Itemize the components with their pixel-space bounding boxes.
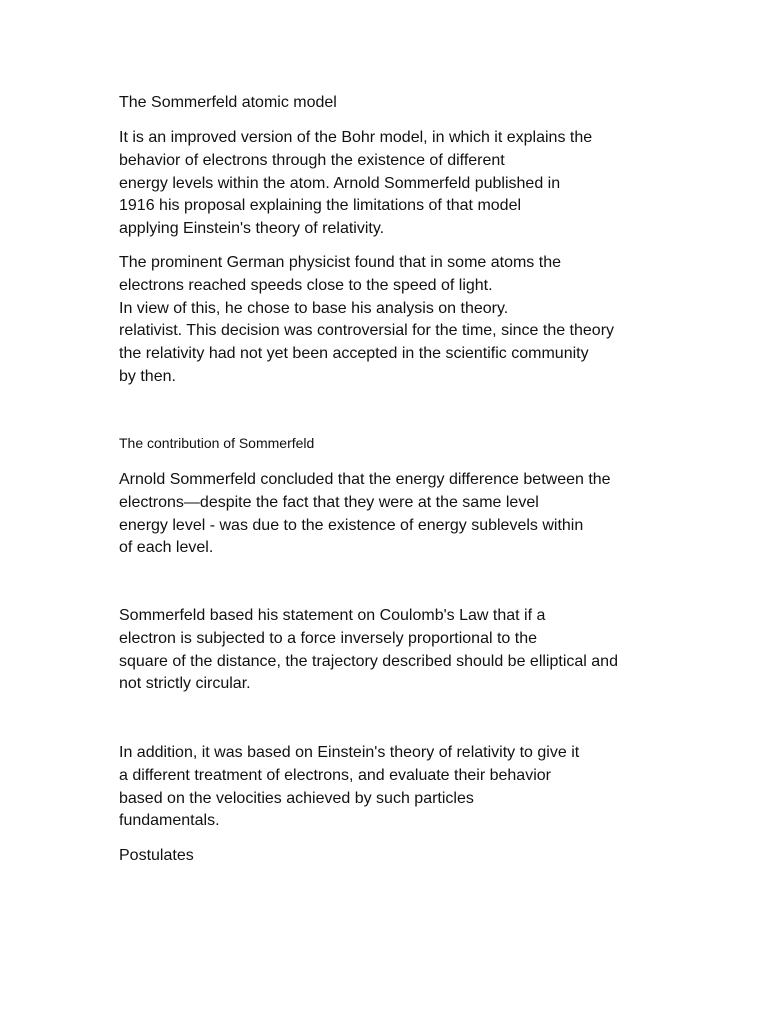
paragraph-line: relativist. This decision was controversial for the time, since the theory [119, 322, 615, 340]
section-subheading [119, 434, 314, 452]
paragraph-line: Sommerfeld based his statement on Coulomb's Law that if a [119, 607, 546, 624]
paragraph-line: 1916 his proposal explaining the limitations of that model [119, 197, 522, 215]
subheading-text: The contribution of Sommerfeld [119, 435, 315, 451]
paragraph-line: a different treatment of electrons, and evaluate their behavior [119, 766, 551, 784]
paragraph-line: by then. [119, 367, 176, 385]
paragraph-coulomb [119, 605, 618, 696]
paragraph-line: applying Einstein's theory of relativity. [119, 220, 385, 238]
title-text: The Sommerfeld atomic model [119, 94, 337, 111]
paragraph-line: electron is subjected to a force inversely proportional to the [119, 629, 538, 647]
paragraph-line: not strictly circular. [119, 675, 251, 693]
paragraph-relativity [119, 742, 579, 833]
paragraph-line: Arnold Sommerfeld concluded that the energy difference between the [119, 471, 611, 488]
paragraph-energy-levels [119, 469, 611, 560]
paragraph-line: the relativity had not yet been accepted in the scientific community [119, 345, 589, 363]
document-title [119, 92, 337, 115]
paragraph-line: The prominent German physicist found that in some atoms the [119, 254, 561, 271]
paragraph-line: It is an improved version of the Bohr model, in which it explains the [119, 129, 593, 146]
paragraph-line: energy levels within the atom. Arnold Sommerfeld published in [119, 174, 561, 192]
paragraph-intro [119, 127, 592, 241]
postulates-heading-text: Postulates [119, 847, 194, 864]
postulates-heading [119, 845, 194, 868]
paragraph-line: electrons—despite the fact that they were at the same level [119, 493, 539, 511]
paragraph-line: behavior of electrons through the existence of different [119, 151, 505, 169]
paragraph-line: In addition, it was based on Einstein's theory of relativity to give it [119, 744, 580, 761]
paragraph-line: square of the distance, the trajectory described should be elliptical and [119, 652, 618, 670]
paragraph-line: based on the velocities achieved by such particles [119, 789, 474, 807]
paragraph-line: In view of this, he chose to base his analysis on theory. [119, 299, 509, 317]
paragraph-line: electrons reached speeds close to the speed of light. [119, 276, 493, 294]
paragraph-line: fundamentals. [119, 812, 220, 830]
paragraph-line: of each level. [119, 539, 214, 557]
paragraph-line: energy level - was due to the existence of energy sublevels within [119, 516, 584, 534]
paragraph-physicist [119, 252, 614, 389]
